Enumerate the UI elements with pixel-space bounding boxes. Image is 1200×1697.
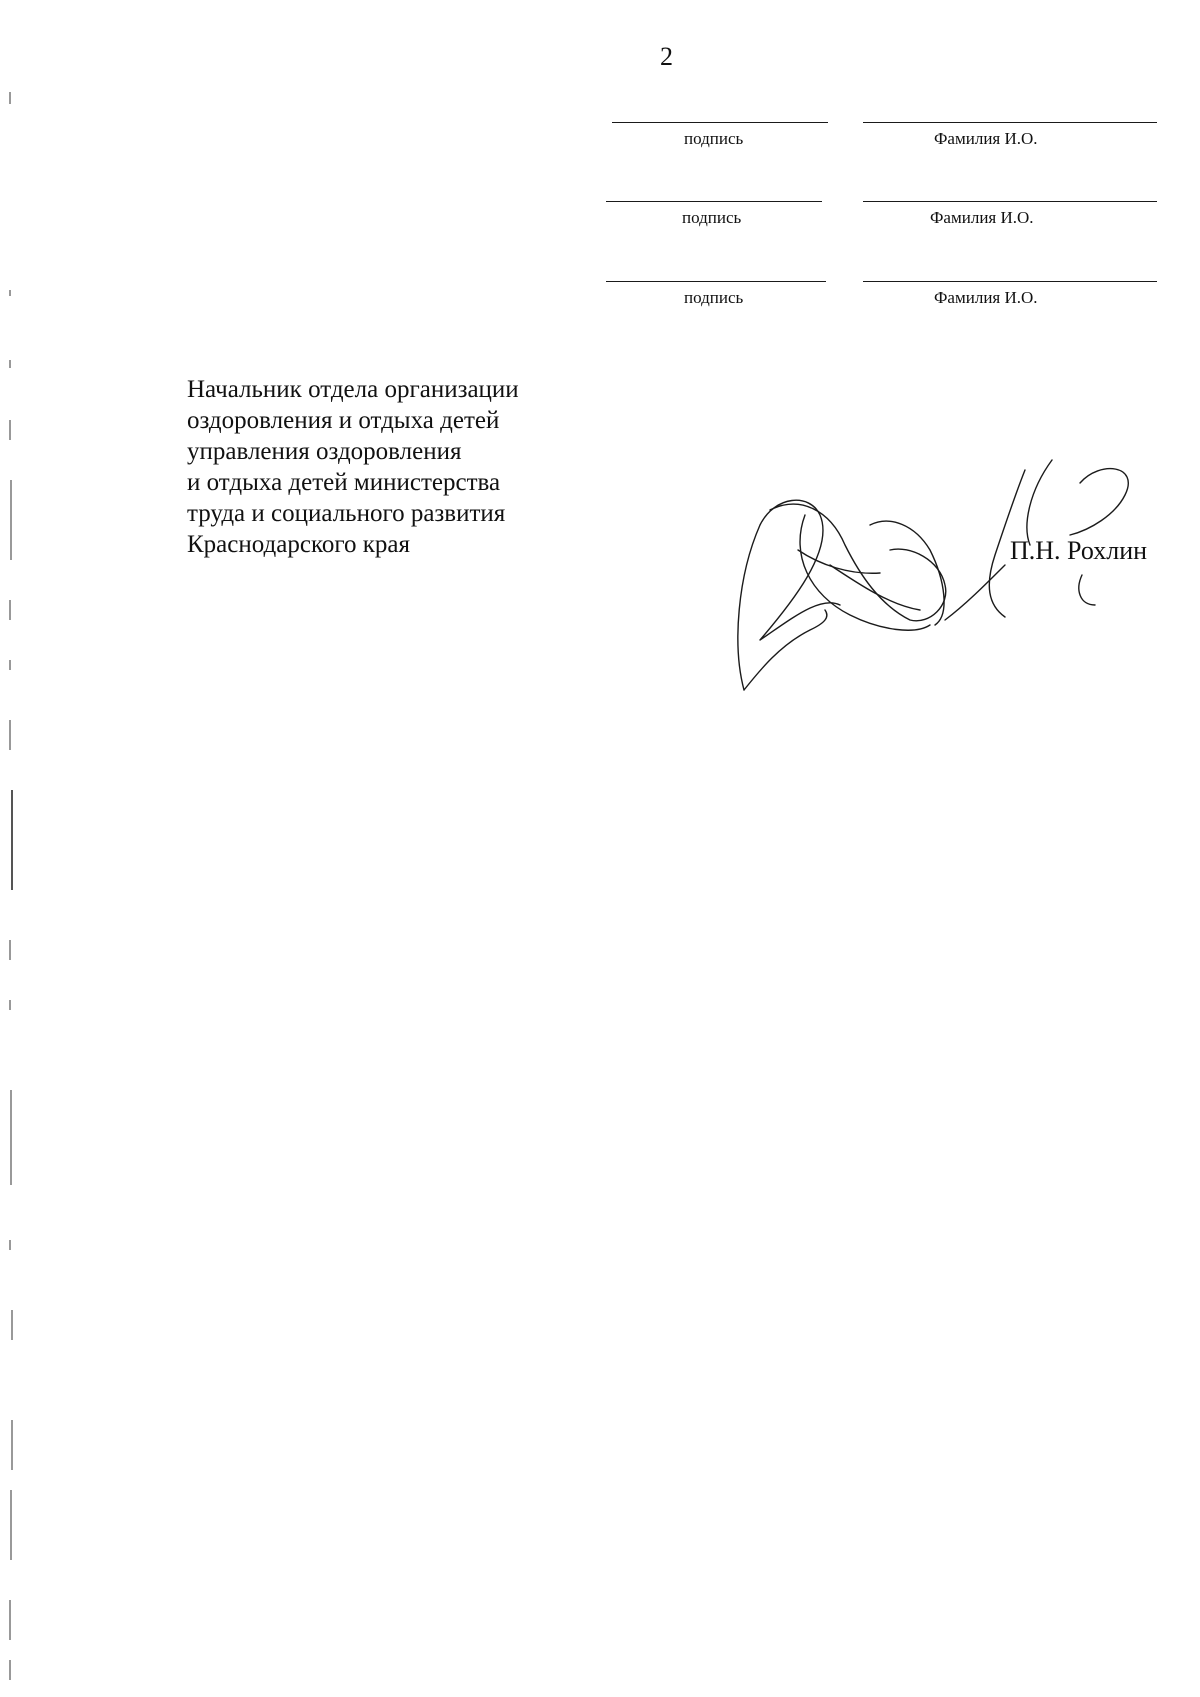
page-number: 2: [660, 42, 673, 71]
signature-caption: подпись: [684, 129, 744, 148]
name-caption: Фамилия И.О.: [934, 288, 1038, 307]
name-line: [863, 122, 1157, 123]
signer-name: П.Н. Рохлин: [1010, 536, 1148, 565]
position-line: оздоровления и отдыха детей: [187, 407, 500, 434]
signature-row: [0, 122, 1200, 152]
name-line: [863, 281, 1157, 282]
signature-line: [606, 281, 826, 282]
position-line: Краснодарского края: [187, 531, 410, 558]
signature-line: [612, 122, 828, 123]
position-line: и отдыха детей министерства: [187, 469, 501, 496]
scan-edge-artifacts: [4, 0, 18, 1697]
signature-line: [606, 201, 822, 202]
official-position: [187, 374, 519, 560]
position-line: управления оздоровления: [187, 438, 462, 465]
signature-row: [0, 281, 1200, 311]
name-line: [863, 201, 1157, 202]
position-line: Начальник отдела организации: [187, 376, 519, 403]
signature-caption: подпись: [684, 288, 744, 307]
signature-row: [0, 201, 1200, 231]
name-caption: Фамилия И.О.: [934, 129, 1038, 148]
name-caption: Фамилия И.О.: [930, 208, 1034, 227]
position-line: труда и социального развития: [187, 500, 506, 527]
signature-caption: подпись: [682, 208, 742, 227]
handwritten-signature: [730, 455, 1180, 705]
